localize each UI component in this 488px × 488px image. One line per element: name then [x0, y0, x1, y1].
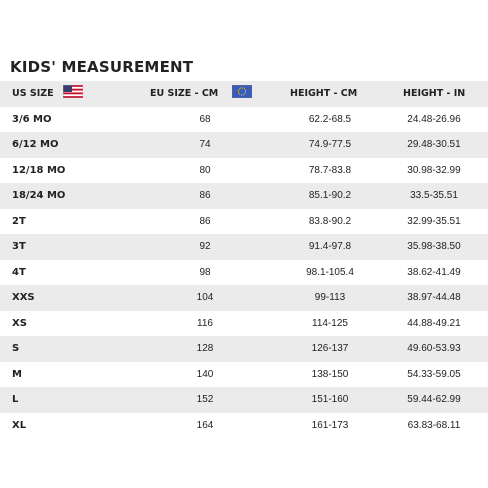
height-cm-cell: 78.7-83.8: [308, 164, 352, 176]
table-row: [0, 183, 488, 209]
table-row: [0, 209, 488, 235]
table-header-row: [0, 81, 488, 107]
eu-size-cell: 74: [199, 139, 211, 150]
height-in-cell: 30.98-32.99: [407, 164, 461, 176]
height-cm-cell: 85.1-90.2: [308, 190, 352, 201]
height-cm-cell: 99-113: [314, 292, 346, 303]
us-size-cell: L: [12, 394, 19, 405]
us-size-cell: 3T: [12, 241, 26, 252]
height-cm-cell: 98.1-105.4: [306, 266, 354, 278]
table-row: [0, 158, 488, 184]
header-height-in: HEIGHT - IN: [403, 88, 466, 99]
us-size-cell: 4T: [12, 266, 26, 278]
height-in-cell: 38.62-41.49: [407, 266, 461, 278]
eu-size-cell: 92: [199, 241, 211, 252]
eu-size-cell: 140: [196, 368, 214, 380]
us-size-cell: XS: [12, 317, 27, 329]
us-size-cell: 3/6 MO: [12, 113, 52, 125]
eu-flag-icon: [232, 85, 252, 98]
eu-size-cell: 116: [197, 317, 213, 329]
eu-size-cell: 86: [199, 190, 211, 201]
height-in-cell: 32.99-35.51: [407, 215, 461, 227]
height-in-cell: 35.98-38.50: [407, 241, 461, 252]
size-chart-table: [0, 81, 488, 438]
eu-size-cell: 80: [199, 164, 211, 176]
us-size-cell: 6/12 MO: [12, 139, 59, 150]
page-title: KIDS' MEASUREMENT: [10, 58, 194, 76]
table-row: [0, 362, 488, 388]
height-cm-cell: 151-160: [311, 394, 349, 405]
us-size-cell: 18/24 MO: [12, 190, 66, 201]
us-size-cell: 2T: [12, 215, 26, 227]
height-in-cell: 29.48-30.51: [407, 139, 461, 150]
header-us-size: US SIZE: [12, 88, 54, 99]
eu-size-cell: 152: [196, 394, 214, 405]
height-cm-cell: 126-137: [311, 343, 349, 354]
height-in-cell: 59.44-62.99: [407, 394, 461, 405]
height-cm-cell: 138-150: [311, 368, 349, 380]
height-cm-cell: 114-125: [312, 317, 348, 329]
eu-size-cell: 68: [199, 113, 211, 125]
table-row: [0, 260, 488, 286]
table-row: [0, 336, 488, 362]
eu-size-cell: 98: [199, 266, 211, 278]
height-in-cell: 63.83-68.11: [407, 419, 461, 431]
height-in-cell: 33.5-35.51: [410, 190, 458, 201]
height-in-cell: 44.88-49.21: [407, 317, 461, 329]
table-row: [0, 285, 488, 311]
height-cm-cell: 62.2-68.5: [308, 113, 352, 125]
us-size-cell: M: [12, 368, 22, 380]
eu-size-cell: 86: [199, 215, 211, 227]
us-size-cell: XXS: [12, 292, 35, 303]
table-row: [0, 107, 488, 133]
table-row: [0, 413, 488, 439]
height-cm-cell: 91.4-97.8: [308, 241, 352, 252]
table-row: [0, 132, 488, 158]
us-size-cell: S: [12, 343, 20, 354]
table-row: [0, 234, 488, 260]
header-eu-size: EU SIZE - CM: [150, 88, 219, 99]
eu-size-cell: 128: [196, 343, 214, 354]
us-size-cell: XL: [12, 419, 27, 431]
eu-size-cell: 104: [196, 292, 214, 303]
height-cm-cell: 74.9-77.5: [308, 139, 352, 150]
height-in-cell: 38.97-44.48: [407, 292, 461, 303]
height-in-cell: 54.33-59.05: [407, 368, 461, 380]
us-flag-icon: [63, 85, 83, 98]
height-in-cell: 49.60-53.93: [407, 343, 461, 354]
height-in-cell: 24.48-26.96: [407, 113, 461, 125]
us-size-cell: 12/18 MO: [12, 164, 66, 176]
header-height-cm: HEIGHT - CM: [290, 88, 358, 99]
table-row: [0, 387, 488, 413]
table-row: [0, 311, 488, 337]
height-cm-cell: 83.8-90.2: [308, 215, 352, 227]
eu-size-cell: 164: [196, 419, 214, 431]
height-cm-cell: 161-173: [311, 419, 349, 431]
